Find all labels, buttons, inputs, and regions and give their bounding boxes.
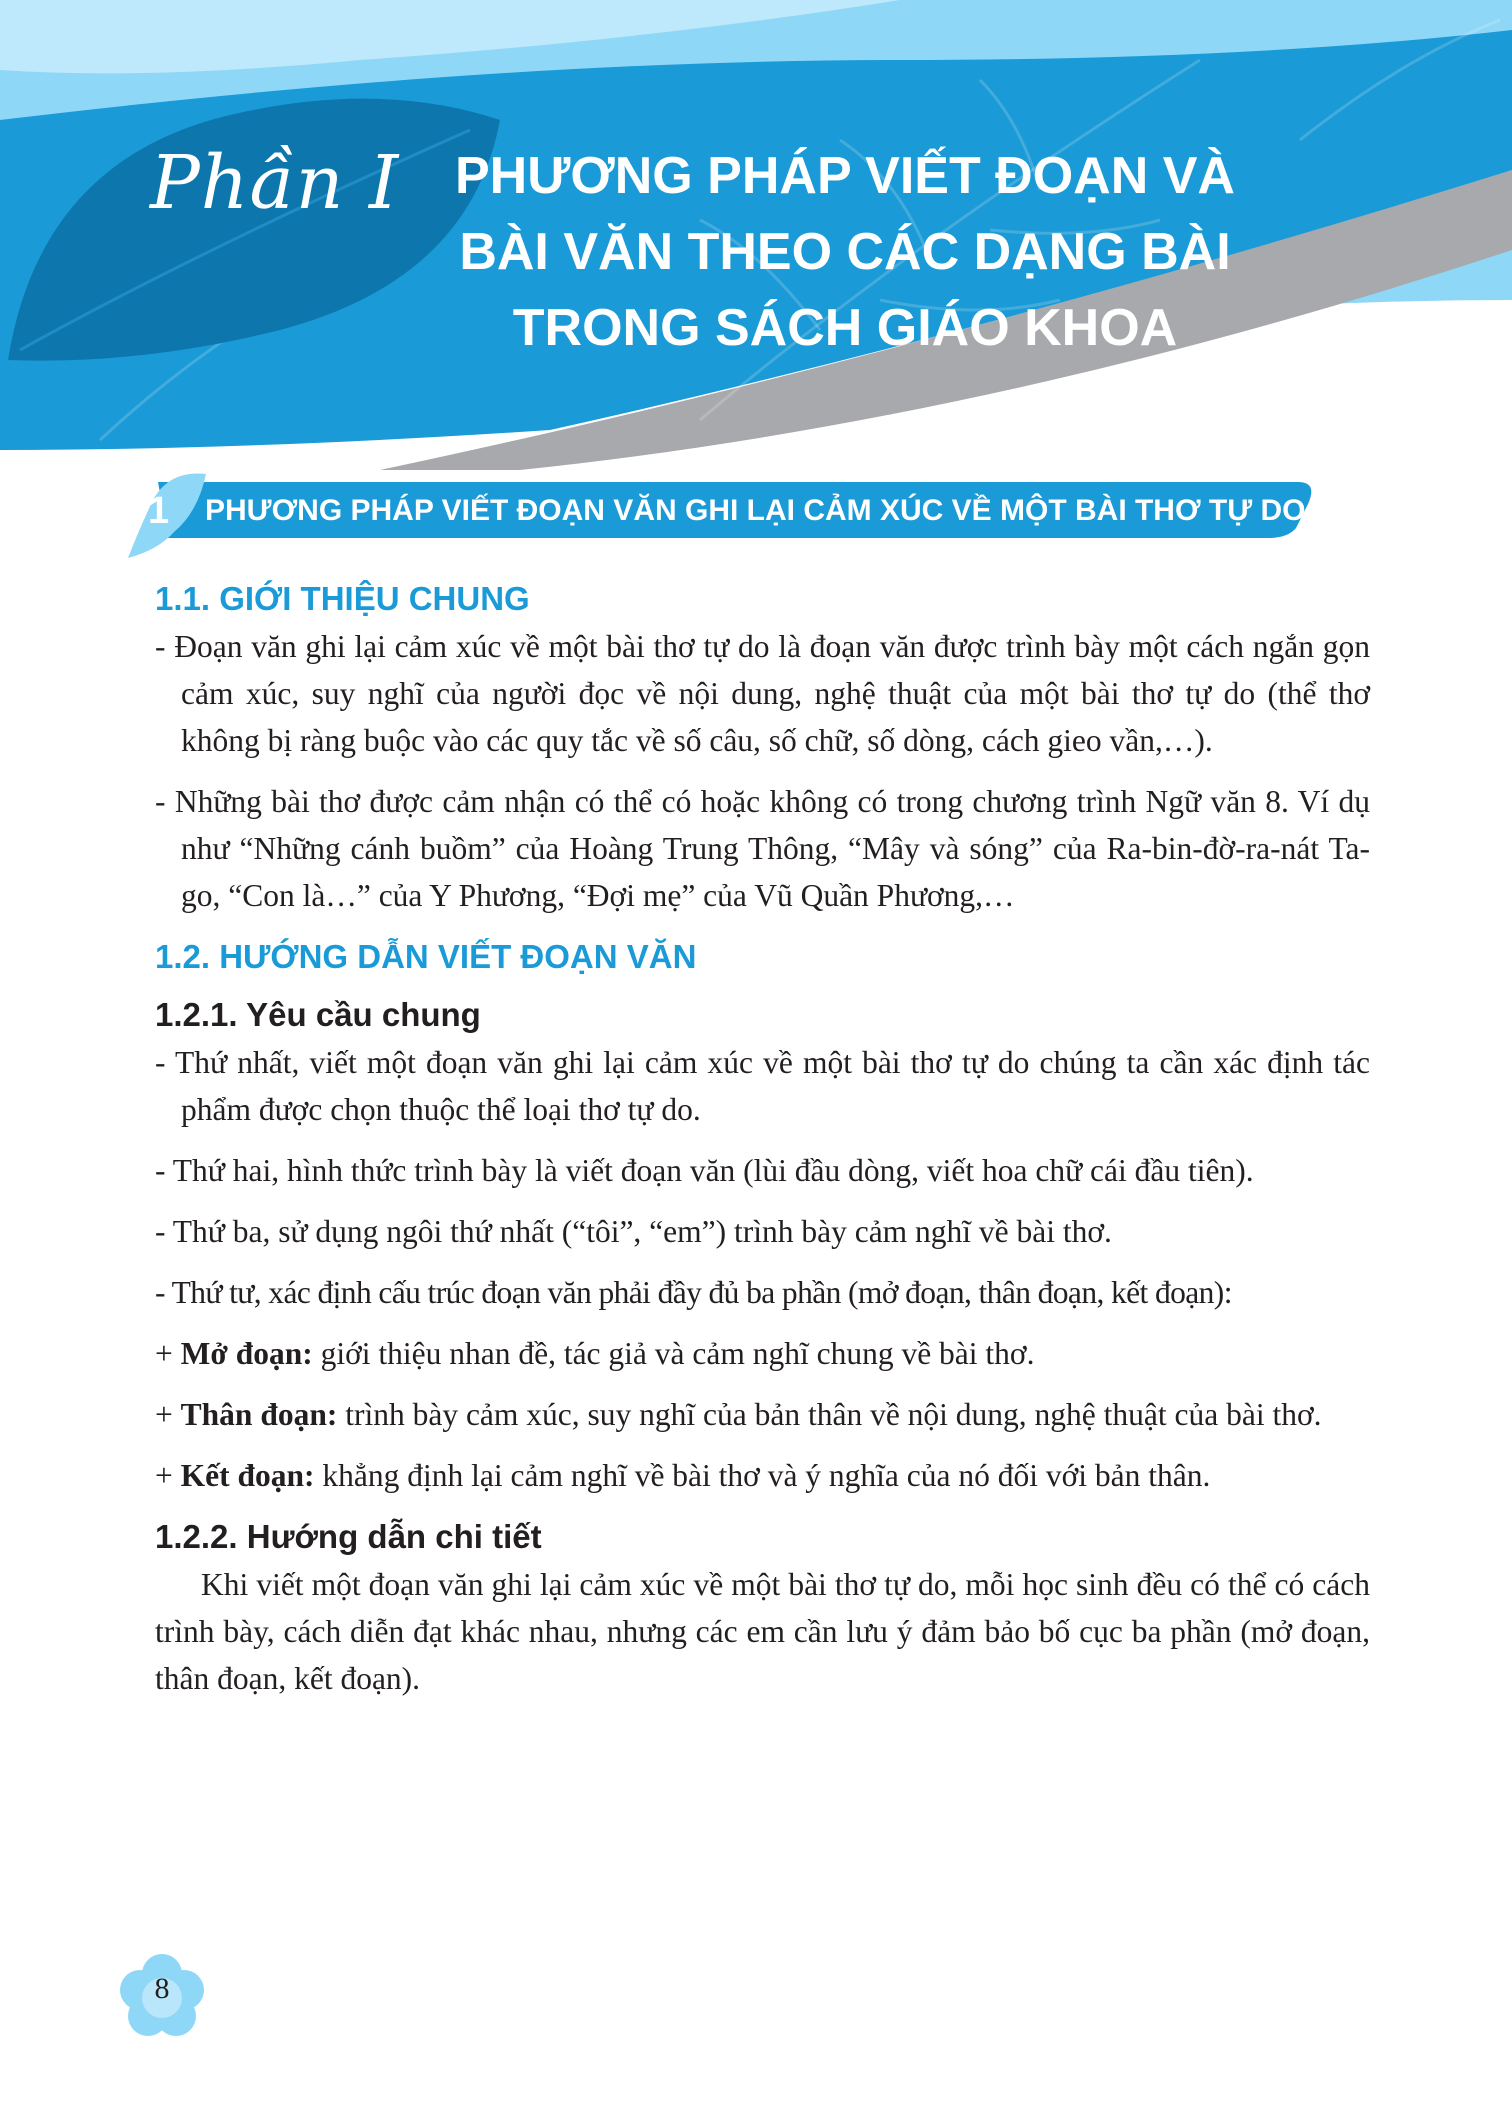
page-number: 8 xyxy=(154,1972,170,2005)
heading-1-2-2: 1.2.2. Hướng dẫn chi tiết xyxy=(155,1518,542,1555)
list-item: - Thứ hai, hình thức trình bày là viết đoạn văn (lùi đầu dòng, viết hoa chữ cái đầu tiên). xyxy=(155,1153,1254,1188)
structure-item: + Thân đoạn: trình bày cảm xúc, suy nghĩ của bản thân về nội dung, nghệ thuật của bài thơ. xyxy=(155,1397,1322,1432)
chapter-title-line: BÀI VĂN THEO CÁC DẠNG BÀI xyxy=(459,223,1231,281)
list-item: - Thứ tư, xác định cấu trúc đoạn văn phải đầy đủ ba phần (mở đoạn, thân đoạn, kết đoạn): xyxy=(155,1275,1232,1310)
list-item: - Đoạn văn ghi lại cảm xúc về một bài thơ tự do là đoạn văn được trình bày một cách ngắn gọn cảm xúc, suy nghĩ của người đọc về nội dung, nghệ thuật của một bài thơ tự do (thể thơ không bị ràng buộc vào các quy tắc về số câu, số chữ, số dòng, cách gieo vần,…). xyxy=(155,629,1370,758)
heading-1-2-1: 1.2.1. Yêu cầu chung xyxy=(155,996,481,1033)
structure-label: Mở đoạn: xyxy=(180,1336,313,1371)
list-item: - Thứ ba, sử dụng ngôi thứ nhất (“tôi”, “em”) trình bày cảm nghĩ về bài thơ. xyxy=(155,1214,1112,1249)
section-number: 1 xyxy=(148,490,170,532)
structure-item: + Mở đoạn: giới thiệu nhan đề, tác giả và cảm nghĩ chung về bài thơ. xyxy=(155,1336,1035,1371)
chapter-title-line: PHƯƠNG PHÁP VIẾT ĐOẠN VÀ xyxy=(455,147,1235,205)
part-label: Phần I xyxy=(150,140,400,226)
structure-label: Kết đoạn: xyxy=(180,1458,315,1493)
structure-item: + Kết đoạn: khẳng định lại cảm nghĩ về bài thơ và ý nghĩa của nó đối với bản thân. xyxy=(155,1458,1211,1493)
heading-1-2: 1.2. HƯỚNG DẪN VIẾT ĐOẠN VĂN xyxy=(155,938,697,975)
page-content xyxy=(155,575,1370,1702)
structure-label: Thân đoạn: xyxy=(180,1397,338,1432)
chapter-title xyxy=(450,138,1240,366)
list-item: - Những bài thơ được cảm nhận có thể có hoặc không có trong chương trình Ngữ văn 8. Ví dụ như “Những cánh buồm” của Hoàng Trung Thông, “Mây và sóng” của Ra-bin-đờ-ra-nát Ta-go, “Con là…” của Y Phương, “Đợi mẹ” của Vũ Quần Phương,… xyxy=(155,784,1370,913)
chapter-title-line: TRONG SÁCH GIÁO KHOA xyxy=(512,299,1178,357)
section-title: PHƯƠNG PHÁP VIẾT ĐOẠN VĂN GHI LẠI CẢM XÚC VỀ MỘT BÀI THƠ TỰ DO xyxy=(205,494,1306,527)
heading-1-1: 1.1. GIỚI THIỆU CHUNG xyxy=(155,580,530,617)
body-paragraph: Khi viết một đoạn văn ghi lại cảm xúc về một bài thơ tự do, mỗi học sinh đều có thể có cách trình bày, cách diễn đạt khác nhau, nhưng các em cần lưu ý đảm bảo bố cục ba phần (mở đoạn, thân đoạn, kết đoạn). xyxy=(155,1567,1370,1696)
list-item: - Thứ nhất, viết một đoạn văn ghi lại cảm xúc về một bài thơ tự do chúng ta cần xác định tác phẩm được chọn thuộc thể loại thơ tự do. xyxy=(155,1045,1370,1127)
